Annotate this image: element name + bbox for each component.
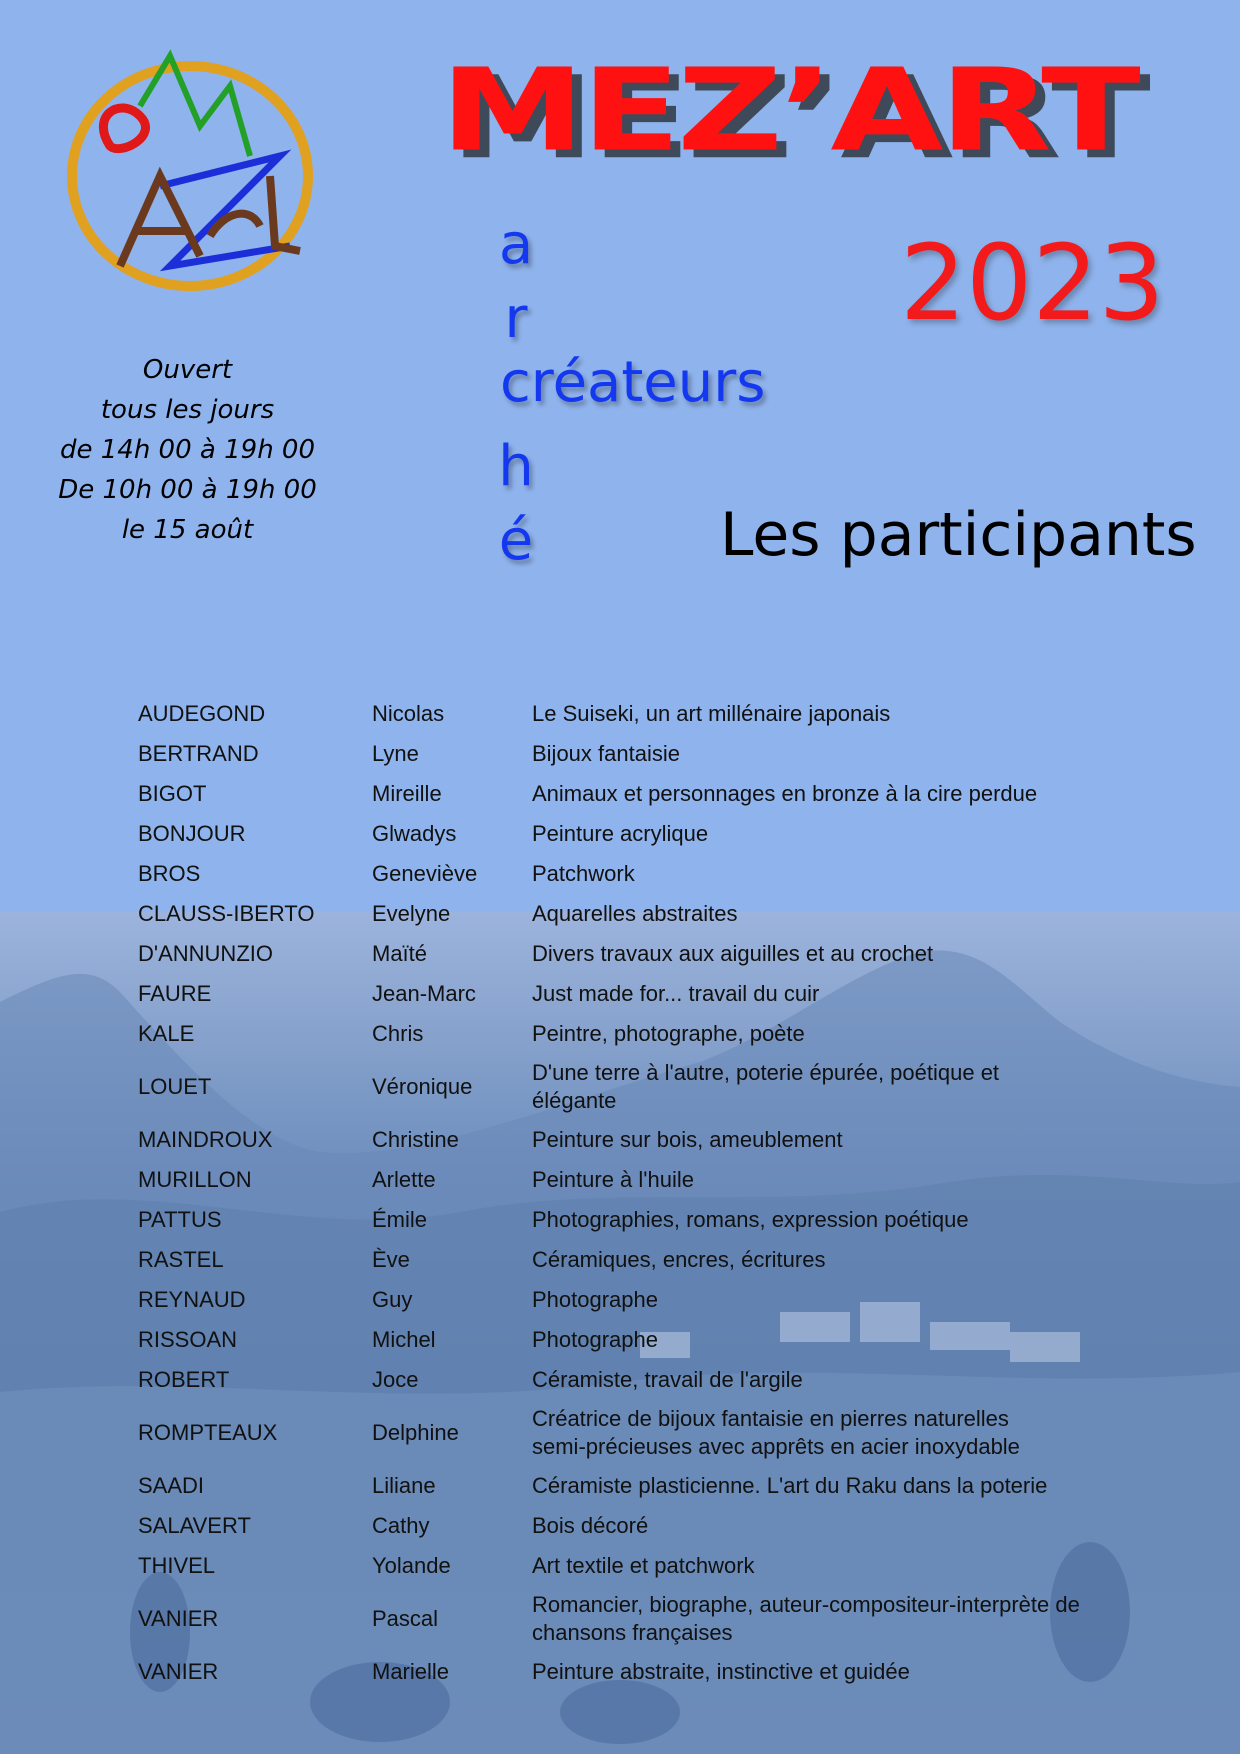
description: Peinture à l'huile	[532, 1167, 694, 1192]
last-name: THIVEL	[138, 1553, 216, 1578]
first-name: Nicolas	[372, 701, 445, 726]
participant-row	[138, 1280, 1098, 1320]
first-name: Pascal	[372, 1606, 439, 1631]
participant-row	[138, 1360, 1098, 1400]
participant-row	[138, 734, 1098, 774]
opening-hours	[40, 350, 335, 550]
participant-row	[138, 894, 1098, 934]
last-name: BERTRAND	[138, 741, 259, 766]
first-name: Mireille	[372, 781, 442, 806]
description: Photographies, romans, expression poétique	[532, 1207, 969, 1232]
description: Peinture sur bois, ameublement	[532, 1127, 843, 1152]
participant-row	[138, 694, 1098, 734]
description: Céramiste, travail de l'argile	[532, 1367, 803, 1392]
first-name: Ève	[372, 1247, 410, 1272]
hours-line: le 15 août	[121, 515, 254, 545]
hours-line: De 10h 00 à 19h 00	[58, 475, 317, 505]
description: Peinture acrylique	[532, 821, 709, 846]
description: D'une terre à l'autre, poterie épurée, poétique et élégante	[532, 1060, 1000, 1113]
mezart-logo	[50, 36, 330, 316]
description: Créatrice de bijoux fantaisie en pierres naturelles semi-précieuses avec apprêts en acier inoxydable	[532, 1406, 1020, 1459]
participants-table	[138, 694, 1098, 1692]
participant-row	[138, 1014, 1098, 1054]
participant-row	[138, 1320, 1098, 1360]
description: Aquarelles abstraites	[532, 901, 738, 926]
last-name: ROBERT	[138, 1367, 230, 1392]
createurs-word: créateurs	[500, 350, 766, 415]
first-name: Joce	[372, 1367, 419, 1392]
first-name: Maïté	[372, 941, 428, 966]
description: Peinture abstraite, instinctive et guidée	[532, 1659, 910, 1684]
description: Bijoux fantaisie	[532, 741, 680, 766]
participant-row	[138, 974, 1098, 1014]
description: Le Suiseki, un art millénaire japonais	[532, 701, 891, 726]
last-name: LOUET	[138, 1074, 212, 1099]
last-name: CLAUSS-IBERTO	[138, 901, 315, 926]
description: Photographe	[532, 1327, 658, 1352]
last-name: VANIER	[138, 1606, 219, 1631]
first-name: Evelyne	[372, 901, 451, 926]
description: Art textile et patchwork	[532, 1553, 755, 1578]
last-name: ROMPTEAUX	[138, 1420, 278, 1445]
vertical-letter: a	[498, 212, 534, 277]
participants-heading: Les participants	[720, 500, 1197, 570]
vertical-letter: r	[504, 286, 528, 351]
last-name: SALAVERT	[138, 1513, 251, 1538]
participant-row	[138, 1054, 1098, 1120]
first-name: Jean-Marc	[372, 981, 476, 1006]
event-year: 2023	[900, 222, 1165, 344]
last-name: AUDEGOND	[138, 701, 266, 726]
last-name: SAADI	[138, 1473, 205, 1498]
hours-line: tous les jours	[100, 395, 275, 425]
last-name: BONJOUR	[138, 821, 246, 846]
participant-row	[138, 774, 1098, 814]
first-name: Delphine	[372, 1420, 459, 1445]
last-name: BIGOT	[138, 781, 207, 806]
participant-row	[138, 1240, 1098, 1280]
last-name: BROS	[138, 861, 201, 886]
first-name: Émile	[372, 1207, 428, 1232]
vertical-letter: é	[498, 508, 534, 573]
first-name: Lyne	[372, 741, 419, 766]
participant-row	[138, 1466, 1098, 1506]
last-name: VANIER	[138, 1659, 219, 1684]
last-name: FAURE	[138, 981, 212, 1006]
last-name: MURILLON	[138, 1167, 252, 1192]
last-name: MAINDROUX	[138, 1127, 273, 1152]
last-name: RISSOAN	[138, 1327, 238, 1352]
vertical-letter: h	[498, 434, 534, 499]
hours-line: de 14h 00 à 19h 00	[59, 435, 316, 465]
participant-row	[138, 934, 1098, 974]
participant-row	[138, 1120, 1098, 1160]
description: Céramiste plasticienne. L'art du Raku dans la poterie	[532, 1473, 1048, 1498]
first-name: Chris	[372, 1021, 424, 1046]
description: Just made for... travail du cuir	[532, 981, 820, 1006]
first-name: Christine	[372, 1127, 459, 1152]
first-name: Geneviève	[372, 861, 478, 886]
last-name: RASTEL	[138, 1247, 224, 1272]
participant-row	[138, 1546, 1098, 1586]
description: Peintre, photographe, poète	[532, 1021, 805, 1046]
first-name: Michel	[372, 1327, 436, 1352]
first-name: Liliane	[372, 1473, 436, 1498]
first-name: Glwadys	[372, 821, 457, 846]
hours-line: Ouvert	[142, 355, 233, 385]
description: Photographe	[532, 1287, 658, 1312]
first-name: Guy	[372, 1287, 413, 1312]
description: Patchwork	[532, 861, 635, 886]
participant-row	[138, 1200, 1098, 1240]
description: Animaux et personnages en bronze à la cire perdue	[532, 781, 1038, 806]
last-name: PATTUS	[138, 1207, 222, 1232]
last-name: REYNAUD	[138, 1287, 246, 1312]
participant-row	[138, 1160, 1098, 1200]
participant-row	[138, 814, 1098, 854]
description: Divers travaux aux aiguilles et au crochet	[532, 941, 934, 966]
first-name: Arlette	[372, 1167, 436, 1192]
participant-row	[138, 1586, 1098, 1652]
first-name: Yolande	[372, 1553, 451, 1578]
participant-row	[138, 1506, 1098, 1546]
first-name: Marielle	[372, 1659, 450, 1684]
description: Bois décoré	[532, 1513, 649, 1538]
description: Romancier, biographe, auteur-compositeur-interprète de chansons françaises	[532, 1592, 1080, 1645]
participant-row	[138, 854, 1098, 894]
first-name: Cathy	[372, 1513, 430, 1538]
event-title: MEZ’ART	[440, 44, 1137, 177]
description: Céramiques, encres, écritures	[532, 1247, 826, 1272]
first-name: Véronique	[372, 1074, 473, 1099]
participant-row	[138, 1400, 1098, 1466]
last-name: KALE	[138, 1021, 195, 1046]
participant-row	[138, 1652, 1098, 1692]
last-name: D'ANNUNZIO	[138, 941, 273, 966]
